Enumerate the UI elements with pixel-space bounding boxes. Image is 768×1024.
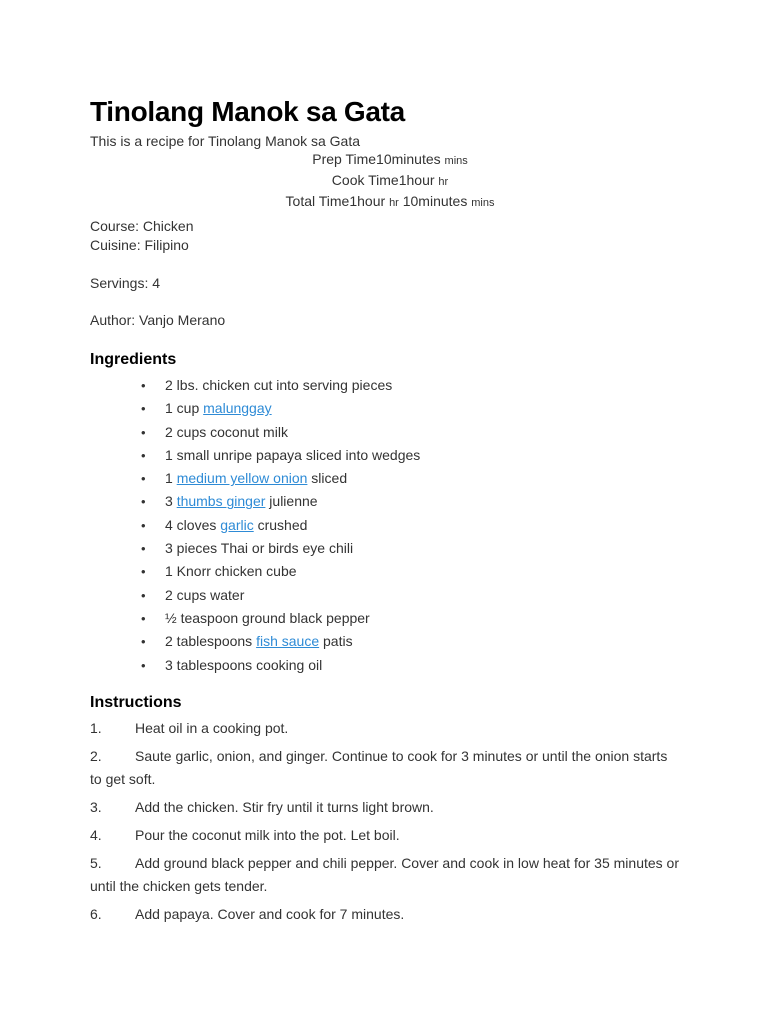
step-text: Add papaya. Cover and cook for 7 minutes. bbox=[135, 905, 405, 922]
ingredient-text: 3 bbox=[165, 493, 177, 510]
ingredient-item bbox=[90, 584, 690, 607]
bullet-icon: • bbox=[141, 401, 146, 417]
instructions-list bbox=[90, 717, 682, 926]
total-time bbox=[90, 192, 690, 213]
ingredient-text: ½ teaspoon ground black pepper bbox=[165, 609, 370, 626]
bullet-icon: • bbox=[141, 657, 146, 673]
total-time-unit-minutes: mins bbox=[471, 197, 495, 209]
ingredient-item bbox=[90, 654, 690, 677]
recipe-meta bbox=[90, 217, 690, 255]
ingredient-text-suffix: julienne bbox=[265, 493, 318, 510]
recipe-servings: Servings: 4 bbox=[90, 275, 161, 291]
ingredient-link[interactable]: thumbs ginger bbox=[176, 493, 266, 510]
step-number: 6. bbox=[90, 905, 102, 922]
prep-time bbox=[90, 150, 690, 171]
cook-time-value: 1hour bbox=[398, 172, 435, 188]
ingredient-link[interactable]: garlic bbox=[220, 516, 254, 533]
cook-time-unit: hr bbox=[438, 176, 449, 188]
ingredient-item bbox=[90, 607, 690, 630]
ingredients-heading: Ingredients bbox=[90, 351, 177, 368]
bullet-icon: • bbox=[141, 634, 146, 650]
bullet-icon: • bbox=[141, 541, 146, 557]
ingredient-item bbox=[90, 560, 690, 583]
ingredient-text: 1 cup bbox=[165, 400, 204, 417]
ingredient-text-suffix: sliced bbox=[307, 470, 348, 487]
step-text: Saute garlic, onion, and ginger. Continue to cook for 3 minutes or until the onion starts to get soft. bbox=[90, 747, 668, 787]
step-text: Pour the coconut milk into the pot. Let boil. bbox=[135, 826, 400, 843]
bullet-icon: • bbox=[141, 378, 146, 393]
prep-time-unit: mins bbox=[444, 155, 468, 167]
recipe-cuisine: Cuisine: Filipino bbox=[90, 237, 189, 253]
ingredient-text: 2 cups coconut milk bbox=[165, 423, 288, 440]
recipe-title: Tinolang Manok sa Gata bbox=[90, 96, 405, 127]
ingredient-link[interactable]: medium yellow onion bbox=[176, 470, 308, 487]
ingredient-item bbox=[90, 514, 690, 537]
step-number: 5. bbox=[90, 854, 102, 871]
total-time-unit-hours: hr bbox=[389, 197, 399, 209]
recipe-author: Author: Vanjo Merano bbox=[90, 312, 226, 328]
cook-time-label: Cook Time bbox=[331, 172, 399, 188]
ingredient-text: 2 tablespoons bbox=[165, 633, 257, 650]
bullet-icon: • bbox=[141, 447, 146, 463]
bullet-icon: • bbox=[141, 494, 146, 510]
ingredient-item bbox=[90, 630, 690, 653]
bullet-icon: • bbox=[141, 471, 146, 487]
step-text: Add ground black pepper and chili pepper. Cover and cook in low heat for 35 minutes or until the chicken gets tender. bbox=[90, 854, 680, 894]
ingredient-text: 1 bbox=[165, 470, 177, 487]
ingredient-text: 1 Knorr chicken cube bbox=[165, 563, 297, 580]
ingredient-text: 2 cups water bbox=[165, 586, 245, 603]
instruction-step bbox=[90, 903, 682, 926]
ingredient-text-suffix: crushed bbox=[253, 516, 308, 533]
bullet-icon: • bbox=[141, 424, 146, 440]
ingredient-text: 3 pieces Thai or birds eye chili bbox=[165, 540, 354, 557]
ingredient-item bbox=[90, 444, 690, 467]
step-text: Add the chicken. Stir fry until it turns light brown. bbox=[135, 798, 434, 815]
ingredient-text-suffix: patis bbox=[319, 633, 353, 650]
ingredients-list bbox=[90, 374, 690, 677]
bullet-icon: • bbox=[141, 587, 146, 603]
step-number: 4. bbox=[90, 826, 102, 843]
ingredient-item bbox=[90, 490, 690, 513]
instruction-step bbox=[90, 852, 682, 898]
recipe-description: This is a recipe for Tinolang Manok sa Gata bbox=[90, 133, 361, 149]
bullet-icon: • bbox=[141, 564, 146, 580]
instruction-step bbox=[90, 824, 682, 847]
ingredient-link[interactable]: fish sauce bbox=[256, 633, 320, 650]
bullet-icon: • bbox=[141, 517, 146, 533]
ingredient-link[interactable]: malunggay bbox=[203, 400, 272, 417]
ingredient-text: 1 small unripe papaya sliced into wedges bbox=[165, 446, 421, 463]
instruction-step bbox=[90, 796, 682, 819]
instruction-step bbox=[90, 717, 682, 740]
ingredient-text: 4 cloves bbox=[165, 516, 221, 533]
ingredient-item bbox=[90, 374, 690, 397]
step-number: 3. bbox=[90, 798, 102, 815]
instructions-heading: Instructions bbox=[90, 693, 182, 711]
ingredient-text: 2 lbs. chicken cut into serving pieces bbox=[165, 377, 393, 393]
ingredient-item bbox=[90, 537, 690, 560]
total-time-value-hours: 1hour bbox=[349, 193, 386, 209]
instruction-step bbox=[90, 745, 682, 791]
recipe-document bbox=[90, 92, 690, 931]
total-time-label: Total Time bbox=[285, 193, 350, 209]
ingredient-item bbox=[90, 421, 690, 444]
recipe-course: Course: Chicken bbox=[90, 218, 194, 234]
step-text: Heat oil in a cooking pot. bbox=[135, 719, 289, 736]
cook-time bbox=[90, 171, 690, 192]
ingredient-item bbox=[90, 467, 690, 490]
bullet-icon: • bbox=[141, 610, 146, 626]
total-time-value-minutes: 10minutes bbox=[402, 193, 468, 209]
ingredient-item bbox=[90, 397, 690, 420]
prep-time-label: Prep Time bbox=[312, 151, 377, 167]
ingredient-text: 3 tablespoons cooking oil bbox=[165, 656, 323, 673]
step-number: 2. bbox=[90, 747, 102, 764]
step-number: 1. bbox=[90, 719, 102, 736]
prep-time-value: 10minutes bbox=[376, 151, 441, 167]
recipe-times bbox=[90, 150, 690, 213]
